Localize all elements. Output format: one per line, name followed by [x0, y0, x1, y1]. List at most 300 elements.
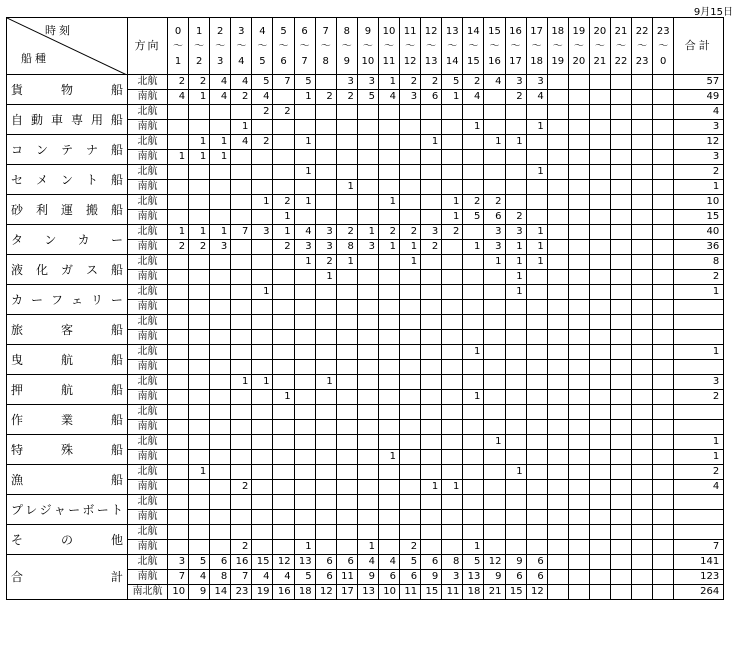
count-cell — [400, 345, 421, 360]
row-total-cell — [674, 300, 724, 315]
count-cell: 4 — [189, 570, 210, 585]
ship-type-chars: タ ン カ ー — [11, 232, 123, 247]
count-cell — [210, 375, 231, 390]
count-cell: 3 — [315, 225, 336, 240]
count-cell — [632, 585, 653, 600]
count-cell: 4 — [252, 90, 273, 105]
count-cell — [568, 540, 589, 555]
count-cell — [400, 420, 421, 435]
count-cell — [632, 105, 653, 120]
count-cell — [400, 450, 421, 465]
count-cell: 15 — [505, 585, 526, 600]
count-cell — [484, 315, 505, 330]
count-cell — [252, 540, 273, 555]
ship-type-name — [11, 533, 123, 547]
count-cell: 9 — [357, 570, 378, 585]
count-cell — [505, 510, 526, 525]
count-cell — [610, 510, 631, 525]
hour-to: 5 — [259, 55, 266, 67]
count-cell — [547, 570, 568, 585]
count-cell — [336, 360, 357, 375]
count-cell — [610, 195, 631, 210]
hour-from: 2 — [217, 25, 224, 37]
count-cell — [526, 495, 547, 510]
hour-to: 11 — [382, 55, 396, 67]
count-cell — [610, 390, 631, 405]
count-cell — [231, 390, 252, 405]
hour-header — [273, 18, 294, 75]
count-cell — [210, 465, 231, 480]
hour-tilde: ～ — [637, 40, 648, 52]
count-cell — [547, 450, 568, 465]
hour-from: 5 — [280, 25, 287, 37]
count-cell — [610, 435, 631, 450]
count-cell — [463, 180, 484, 195]
count-cell — [526, 105, 547, 120]
count-cell — [400, 210, 421, 225]
count-cell: 2 — [168, 75, 189, 90]
count-cell — [653, 75, 674, 90]
count-cell — [421, 255, 442, 270]
row-total-cell: 1 — [674, 450, 724, 465]
count-cell: 1 — [252, 195, 273, 210]
count-cell — [632, 540, 653, 555]
count-cell — [315, 135, 336, 150]
count-cell — [589, 120, 610, 135]
hour-from: 1 — [195, 25, 203, 37]
count-cell — [315, 75, 336, 90]
row-total-cell — [674, 420, 724, 435]
count-cell — [484, 465, 505, 480]
count-cell — [315, 105, 336, 120]
count-cell: 2 — [421, 240, 442, 255]
count-cell: 2 — [463, 195, 484, 210]
count-cell: 1 — [210, 135, 231, 150]
hour-header — [252, 18, 273, 75]
count-cell — [336, 165, 357, 180]
row-total-cell: 2 — [674, 270, 724, 285]
hour-to: 6 — [280, 55, 287, 67]
count-cell: 8 — [336, 240, 357, 255]
count-cell — [505, 450, 526, 465]
count-cell: 2 — [400, 540, 421, 555]
count-cell — [357, 285, 378, 300]
ship-type-chars: 特 殊 船 — [11, 442, 123, 457]
count-cell — [168, 135, 189, 150]
count-cell — [547, 90, 568, 105]
count-cell — [463, 300, 484, 315]
count-cell — [315, 525, 336, 540]
ship-type-chars: 自 動 車 専 用 船 — [11, 112, 123, 127]
count-cell: 3 — [484, 225, 505, 240]
count-cell: 1 — [315, 270, 336, 285]
count-cell — [547, 390, 568, 405]
count-cell: 3 — [294, 240, 315, 255]
count-cell — [526, 180, 547, 195]
count-cell: 1 — [421, 480, 442, 495]
count-cell — [547, 240, 568, 255]
row-total-cell: 4 — [674, 105, 724, 120]
count-cell — [547, 540, 568, 555]
ship-type-cell — [7, 555, 128, 600]
count-cell — [273, 180, 294, 195]
hour-header — [632, 18, 653, 75]
count-cell — [273, 315, 294, 330]
row-total-cell: 3 — [674, 150, 724, 165]
hour-header — [568, 18, 589, 75]
count-cell — [610, 420, 631, 435]
count-cell — [505, 495, 526, 510]
count-cell — [463, 375, 484, 390]
direction-cell: 北航 — [128, 375, 168, 390]
total-header: 合計 — [674, 18, 724, 75]
ship-type-chars: 作 業 船 — [11, 412, 123, 427]
count-cell — [442, 450, 463, 465]
count-cell — [400, 360, 421, 375]
count-cell — [421, 195, 442, 210]
table-row — [7, 345, 724, 360]
hour-from: 3 — [238, 25, 245, 37]
count-cell — [653, 330, 674, 345]
ship-type-name — [11, 383, 123, 397]
count-cell — [632, 555, 653, 570]
count-cell — [400, 465, 421, 480]
count-cell — [589, 360, 610, 375]
count-cell — [252, 435, 273, 450]
count-cell: 16 — [273, 585, 294, 600]
count-cell — [653, 405, 674, 420]
count-cell — [231, 300, 252, 315]
count-cell — [442, 330, 463, 345]
count-cell: 3 — [357, 240, 378, 255]
row-total-cell — [674, 495, 724, 510]
count-cell — [210, 345, 231, 360]
count-cell: 1 — [231, 120, 252, 135]
count-cell — [547, 315, 568, 330]
hour-to: 9 — [343, 55, 350, 67]
count-cell — [547, 105, 568, 120]
count-cell — [336, 495, 357, 510]
count-cell: 17 — [336, 585, 357, 600]
count-cell — [484, 180, 505, 195]
count-cell — [484, 510, 505, 525]
count-cell: 5 — [463, 555, 484, 570]
count-cell: 12 — [315, 585, 336, 600]
count-cell — [463, 495, 484, 510]
row-total-cell: 264 — [674, 585, 724, 600]
count-cell: 6 — [400, 570, 421, 585]
hour-header — [484, 18, 505, 75]
count-cell — [294, 180, 315, 195]
count-cell: 11 — [400, 585, 421, 600]
count-cell — [189, 525, 210, 540]
count-cell — [484, 150, 505, 165]
count-cell — [378, 270, 399, 285]
count-cell — [653, 480, 674, 495]
count-cell — [421, 105, 442, 120]
count-cell — [442, 120, 463, 135]
hour-to: 21 — [593, 55, 607, 67]
table-row — [7, 465, 724, 480]
count-cell — [484, 360, 505, 375]
count-cell — [168, 120, 189, 135]
hour-from: 11 — [403, 25, 417, 37]
count-cell — [273, 300, 294, 315]
count-cell — [463, 480, 484, 495]
hour-from: 16 — [509, 25, 522, 37]
count-cell — [442, 105, 463, 120]
count-cell — [273, 270, 294, 285]
direction-cell: 南航 — [128, 450, 168, 465]
count-cell — [547, 495, 568, 510]
count-cell — [421, 465, 442, 480]
count-cell — [632, 240, 653, 255]
count-cell: 1 — [442, 90, 463, 105]
count-cell — [315, 495, 336, 510]
count-cell — [210, 510, 231, 525]
count-cell — [589, 495, 610, 510]
count-cell — [568, 330, 589, 345]
count-cell — [378, 135, 399, 150]
count-cell — [357, 135, 378, 150]
count-cell — [294, 270, 315, 285]
count-cell — [378, 255, 399, 270]
count-cell — [168, 255, 189, 270]
count-cell: 1 — [378, 240, 399, 255]
count-cell — [336, 510, 357, 525]
count-cell — [632, 330, 653, 345]
count-cell — [357, 525, 378, 540]
count-cell — [168, 270, 189, 285]
count-cell — [589, 90, 610, 105]
count-cell — [610, 105, 631, 120]
count-cell — [505, 315, 526, 330]
direction-cell: 北航 — [128, 105, 168, 120]
count-cell — [231, 435, 252, 450]
count-cell — [210, 210, 231, 225]
count-cell — [421, 510, 442, 525]
count-cell — [294, 495, 315, 510]
count-cell — [294, 435, 315, 450]
count-cell — [653, 420, 674, 435]
count-cell — [168, 345, 189, 360]
row-total-cell: 1 — [674, 345, 724, 360]
count-cell: 2 — [273, 195, 294, 210]
count-cell — [526, 540, 547, 555]
count-cell — [484, 405, 505, 420]
count-cell — [336, 465, 357, 480]
count-cell: 8 — [210, 570, 231, 585]
count-cell — [463, 465, 484, 480]
hour-to: 4 — [238, 55, 245, 67]
count-cell — [336, 525, 357, 540]
count-cell — [463, 315, 484, 330]
direction-cell: 南航 — [128, 330, 168, 345]
hour-header — [463, 18, 484, 75]
count-cell — [442, 495, 463, 510]
count-cell — [378, 525, 399, 540]
count-cell: 1 — [189, 465, 210, 480]
row-total-cell: 57 — [674, 75, 724, 90]
count-cell — [568, 375, 589, 390]
count-cell — [610, 495, 631, 510]
count-cell — [526, 390, 547, 405]
count-cell — [442, 300, 463, 315]
count-cell: 6 — [505, 570, 526, 585]
count-cell — [589, 270, 610, 285]
ship-type-chars: 漁 船 — [11, 472, 123, 487]
count-cell — [526, 510, 547, 525]
count-cell — [210, 285, 231, 300]
count-cell — [294, 345, 315, 360]
count-cell — [357, 480, 378, 495]
hour-from: 13 — [445, 25, 459, 37]
count-cell: 1 — [526, 225, 547, 240]
count-cell — [231, 405, 252, 420]
count-cell — [252, 390, 273, 405]
count-cell: 18 — [294, 585, 315, 600]
count-cell: 2 — [378, 225, 399, 240]
count-cell — [421, 165, 442, 180]
hour-from: 23 — [656, 25, 670, 37]
count-cell: 1 — [252, 375, 273, 390]
ship-type-cell — [7, 315, 128, 345]
count-cell — [168, 390, 189, 405]
count-cell — [273, 135, 294, 150]
count-cell — [378, 285, 399, 300]
hour-tilde: ～ — [257, 40, 268, 52]
count-cell — [547, 465, 568, 480]
count-cell — [189, 330, 210, 345]
hour-header — [315, 18, 336, 75]
count-cell: 7 — [231, 225, 252, 240]
count-cell: 4 — [231, 135, 252, 150]
ship-type-cell — [7, 375, 128, 405]
count-cell: 1 — [442, 480, 463, 495]
ship-type-cell — [7, 255, 128, 285]
count-cell — [547, 255, 568, 270]
hour-tilde: ～ — [236, 40, 247, 52]
direction-cell: 北航 — [128, 195, 168, 210]
count-cell — [168, 285, 189, 300]
count-cell — [400, 480, 421, 495]
hour-from: 14 — [466, 25, 480, 37]
count-cell — [484, 420, 505, 435]
count-cell — [547, 420, 568, 435]
count-cell — [421, 300, 442, 315]
count-cell: 9 — [484, 570, 505, 585]
count-cell — [315, 315, 336, 330]
count-cell — [210, 390, 231, 405]
count-cell: 4 — [210, 75, 231, 90]
hour-to: 7 — [301, 55, 308, 67]
row-total-cell: 3 — [674, 120, 724, 135]
hour-tilde: ～ — [531, 40, 542, 52]
count-cell — [378, 495, 399, 510]
count-cell — [273, 405, 294, 420]
count-cell — [400, 105, 421, 120]
count-cell — [315, 330, 336, 345]
row-total-cell — [674, 360, 724, 375]
count-cell — [442, 315, 463, 330]
hour-to: 18 — [530, 55, 543, 67]
count-cell: 4 — [526, 90, 547, 105]
count-cell — [357, 255, 378, 270]
count-cell: 2 — [315, 90, 336, 105]
count-cell: 1 — [505, 465, 526, 480]
count-cell — [484, 300, 505, 315]
count-cell — [589, 315, 610, 330]
count-cell — [336, 210, 357, 225]
count-cell: 4 — [484, 75, 505, 90]
count-cell — [484, 540, 505, 555]
ship-type-cell — [7, 285, 128, 315]
count-cell: 5 — [357, 90, 378, 105]
count-cell — [526, 270, 547, 285]
count-cell — [294, 420, 315, 435]
count-cell — [357, 105, 378, 120]
count-cell — [294, 375, 315, 390]
count-cell: 2 — [484, 195, 505, 210]
count-cell — [653, 510, 674, 525]
direction-cell: 南航 — [128, 270, 168, 285]
count-cell — [568, 510, 589, 525]
ship-type-name — [11, 323, 123, 337]
count-cell — [378, 405, 399, 420]
ship-type-cell — [7, 225, 128, 255]
count-cell — [168, 510, 189, 525]
count-cell — [315, 210, 336, 225]
ship-type-chars: セ メ ン ト 船 — [11, 172, 123, 187]
count-cell — [547, 510, 568, 525]
count-cell: 2 — [168, 240, 189, 255]
count-cell — [653, 540, 674, 555]
ship-type-cell — [7, 75, 128, 105]
count-cell — [294, 150, 315, 165]
hour-from: 22 — [635, 25, 649, 37]
count-cell — [210, 525, 231, 540]
count-cell: 21 — [484, 585, 505, 600]
ship-type-name — [11, 233, 123, 247]
count-cell — [168, 420, 189, 435]
count-cell — [505, 375, 526, 390]
count-cell — [189, 210, 210, 225]
count-cell: 1 — [168, 150, 189, 165]
count-cell — [273, 330, 294, 345]
count-cell: 2 — [421, 75, 442, 90]
count-cell — [547, 555, 568, 570]
count-cell — [421, 495, 442, 510]
count-cell — [231, 360, 252, 375]
count-cell: 3 — [484, 240, 505, 255]
count-cell — [252, 300, 273, 315]
count-cell — [632, 465, 653, 480]
count-cell — [484, 345, 505, 360]
count-cell — [231, 465, 252, 480]
count-cell — [378, 210, 399, 225]
count-cell — [526, 360, 547, 375]
count-cell — [378, 435, 399, 450]
count-cell — [210, 330, 231, 345]
count-cell — [505, 120, 526, 135]
count-cell — [632, 495, 653, 510]
count-cell — [505, 525, 526, 540]
count-cell — [632, 360, 653, 375]
hour-tilde: ～ — [426, 40, 437, 52]
count-cell — [421, 405, 442, 420]
count-cell — [610, 570, 631, 585]
count-cell — [336, 480, 357, 495]
